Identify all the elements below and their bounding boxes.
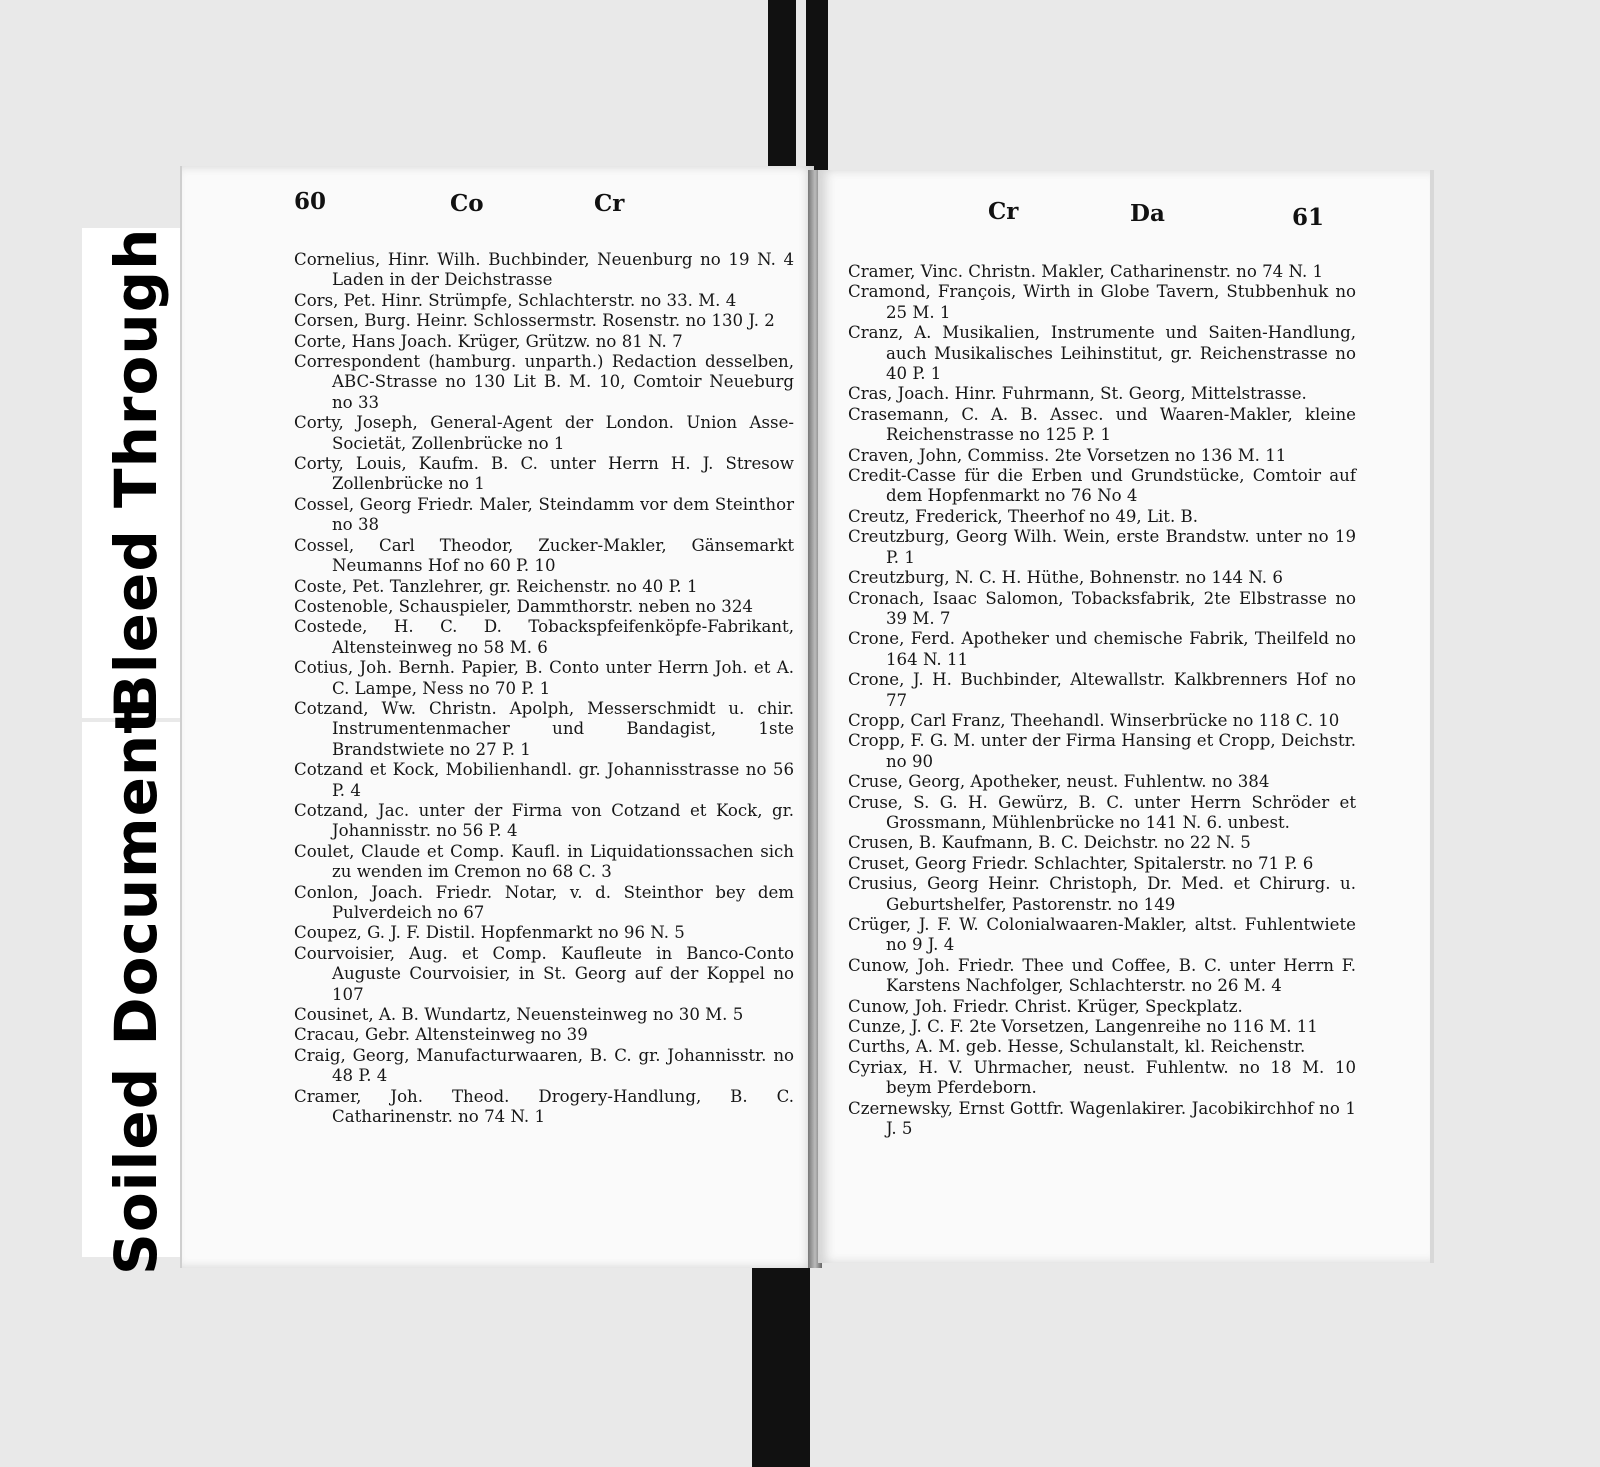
directory-entry: Corty, Louis, Kaufm. B. C. unter Herrn H. J. Stresow Zollenbrücke no 1 (294, 454, 794, 494)
directory-entry: Corte, Hans Joach. Krüger, Grützw. no 81 N. 7 (294, 331, 683, 351)
directory-entry: Cunow, Joh. Friedr. Christ. Krüger, Speckplatz. (848, 996, 1243, 1016)
directory-entry: Curths, A. M. geb. Hesse, Schulanstalt, kl. Reichenstr. (848, 1037, 1306, 1057)
directory-entry: Cropp, Carl Franz, Theehandl. Winserbrücke no 118 C. 10 (848, 710, 1340, 730)
directory-entry: Creutzburg, N. C. H. Hüthe, Bohnenstr. no 144 N. 6 (848, 568, 1283, 588)
directory-entry: Cruset, Georg Friedr. Schlachter, Spitalerstr. no 71 P. 6 (848, 853, 1314, 873)
directory-entry: Conlon, Joach. Friedr. Notar, v. d. Steinthor bey dem Pulverdeich no 67 (294, 882, 794, 922)
directory-entry: Cranz, A. Musikalien, Instrumente und Saiten-Handlung, auch Musikalisches Leihinstitut, gr. Reichenstrasse no 40 P. 1 (848, 323, 1356, 384)
directory-entry: Craven, John, Commiss. 2te Vorsetzen no 136 M. 11 (848, 445, 1287, 465)
directory-entry: Cornelius, Hinr. Wilh. Buchbinder, Neuenburg no 19 N. 4 Laden in der Deichstrasse (294, 250, 794, 290)
directory-entry: Corty, Joseph, General-Agent der London. Union Asse-Societät, Zollenbrücke no 1 (294, 413, 794, 453)
directory-entry: Cracau, Gebr. Altensteinweg no 39 (294, 1025, 588, 1045)
soiled-document-stamp: Soiled Document (82, 722, 190, 1257)
directory-entry: Cotzand, Jac. unter der Firma von Cotzand et Kock, gr. Johannisstr. no 56 P. 4 (294, 800, 794, 841)
directory-entry: Cossel, Georg Friedr. Maler, Steindamm vor dem Steinthor no 38 (294, 494, 794, 535)
directory-entry: Crusen, B. Kaufmann, B. C. Deichstr. no 22 N. 5 (848, 833, 1251, 853)
directory-entry: Crusius, Georg Heinr. Christoph, Dr. Med. et Chirurg. u. Geburtshelfer, Pastorenstr. no 149 (848, 874, 1356, 914)
directory-entry: Cronach, Isaac Salomon, Tobacksfabrik, 2te Elbstrasse no 39 M. 7 (848, 588, 1356, 628)
right-page (818, 170, 1434, 1263)
directory-entry: Cotius, Joh. Bernh. Papier, B. Conto unter Herrn Joh. et A. C. Lampe, Ness no 70 P. 1 (294, 658, 794, 698)
directory-entry: Corsen, Burg. Heinr. Schlossermstr. Rosenstr. no 130 J. 2 (294, 311, 775, 331)
bottom-binding-bar (752, 1265, 810, 1467)
running-head-start: Cr (988, 198, 1019, 225)
directory-entries (294, 250, 794, 1127)
directory-entries (848, 262, 1356, 1139)
directory-entry: Cyriax, H. V. Uhrmacher, neust. Fuhlentw. no 18 M. 10 beym Pferdeborn. (848, 1057, 1356, 1098)
directory-entry: Crone, Ferd. Apotheker und chemische Fabrik, Theilfeld no 164 N. 11 (848, 629, 1356, 669)
directory-entry: Cruse, S. G. H. Gewürz, B. C. unter Herrn Schröder et Grossmann, Mühlenbrücke no 141 N. 6. unbest. (848, 792, 1356, 832)
directory-entry: Cramond, François, Wirth in Globe Tavern, Stubbenhuk no 25 M. 1 (848, 282, 1356, 322)
running-head-end: Da (1130, 200, 1165, 227)
page-number: 61 (1292, 204, 1325, 231)
directory-entry: Correspondent (hamburg. unparth.) Redaction desselben, ABC-Strasse no 130 Lit B. M. 10, Comtoir Neueburg no 33 (294, 352, 794, 412)
directory-entry: Craig, Georg, Manufacturwaaren, B. C. gr. Johannisstr. no 48 P. 4 (294, 1045, 794, 1086)
directory-entry: Cropp, F. G. M. unter der Firma Hansing et Cropp, Deichstr. no 90 (848, 731, 1356, 771)
directory-entry: Courvoisier, Aug. et Comp. Kaufleute in Banco-Conto Auguste Courvoisier, in St. Georg auf der Koppel no 107 (294, 943, 794, 1004)
directory-entry: Cotzand, Ww. Christn. Apolph, Messerschmidt u. chir. Instrumentenmacher und Bandagist, 1ste Brandstwiete no 27 P. 1 (294, 698, 794, 759)
directory-entry: Cruse, Georg, Apotheker, neust. Fuhlentw. no 384 (848, 772, 1270, 792)
directory-entry: Czernewsky, Ernst Gottfr. Wagenlakirer. Jacobikirchhof no 1 J. 5 (848, 1098, 1356, 1139)
directory-entry: Coste, Pet. Tanzlehrer, gr. Reichenstr. no 40 P. 1 (294, 576, 698, 596)
directory-entry: Cras, Joach. Hinr. Fuhrmann, St. Georg, Mittelstrasse. (848, 384, 1307, 404)
directory-entry: Cunze, J. C. F. 2te Vorsetzen, Langenreihe no 116 M. 11 (848, 1017, 1318, 1037)
directory-entry: Creutzburg, Georg Wilh. Wein, erste Brandstw. unter no 19 P. 1 (848, 527, 1356, 567)
left-page (180, 166, 814, 1268)
directory-entry: Costede, H. C. D. Tobackspfeifenköpfe-Fabrikant, Altensteinweg no 58 M. 6 (294, 617, 794, 657)
directory-entry: Coupez, G. J. F. Distil. Hopfenmarkt no 96 N. 5 (294, 923, 685, 943)
top-binding-bar (768, 0, 828, 178)
directory-entry: Cousinet, A. B. Wundartz, Neuensteinweg no 30 M. 5 (294, 1005, 744, 1025)
directory-entry: Cossel, Carl Theodor, Zucker-Makler, Gänsemarkt Neumanns Hof no 60 P. 10 (294, 535, 794, 576)
directory-entry: Crasemann, C. A. B. Assec. und Waaren-Makler, kleine Reichenstrasse no 125 P. 1 (848, 404, 1356, 445)
running-head-end: Cr (594, 190, 625, 217)
directory-entry: Crüger, J. F. W. Colonialwaaren-Makler, altst. Fuhlentwiete no 9 J. 4 (848, 915, 1356, 955)
bleed-through-stamp: Bleed Through (82, 228, 190, 718)
directory-entry: Creutz, Frederick, Theerhof no 49, Lit. B. (848, 506, 1198, 526)
directory-entry: Cramer, Joh. Theod. Drogery-Handlung, B. C. Catharinenstr. no 74 N. 1 (294, 1086, 794, 1127)
directory-entry: Cramer, Vinc. Christn. Makler, Catharinenstr. no 74 N. 1 (848, 262, 1324, 281)
directory-entry: Costenoble, Schauspieler, Dammthorstr. neben no 324 (294, 596, 753, 616)
directory-entry: Crone, J. H. Buchbinder, Altewallstr. Kalkbrenners Hof no 77 (848, 670, 1356, 710)
running-head-start: Co (450, 190, 484, 217)
directory-entry: Cunow, Joh. Friedr. Thee und Coffee, B. C. unter Herrn F. Karstens Nachfolger, Schlachterstr. no 26 M. 4 (848, 955, 1356, 996)
directory-entry: Cotzand et Kock, Mobilienhandl. gr. Johannisstrasse no 56 P. 4 (294, 760, 794, 800)
directory-entry: Coulet, Claude et Comp. Kaufl. in Liquidationssachen sich zu wenden im Cremon no 68 C. 3 (294, 841, 794, 882)
page-number: 60 (294, 188, 327, 215)
directory-entry: Cors, Pet. Hinr. Strümpfe, Schlachterstr. no 33. M. 4 (294, 290, 737, 310)
directory-entry: Credit-Casse für die Erben und Grundstücke, Comtoir auf dem Hopfenmarkt no 76 No 4 (848, 466, 1356, 506)
